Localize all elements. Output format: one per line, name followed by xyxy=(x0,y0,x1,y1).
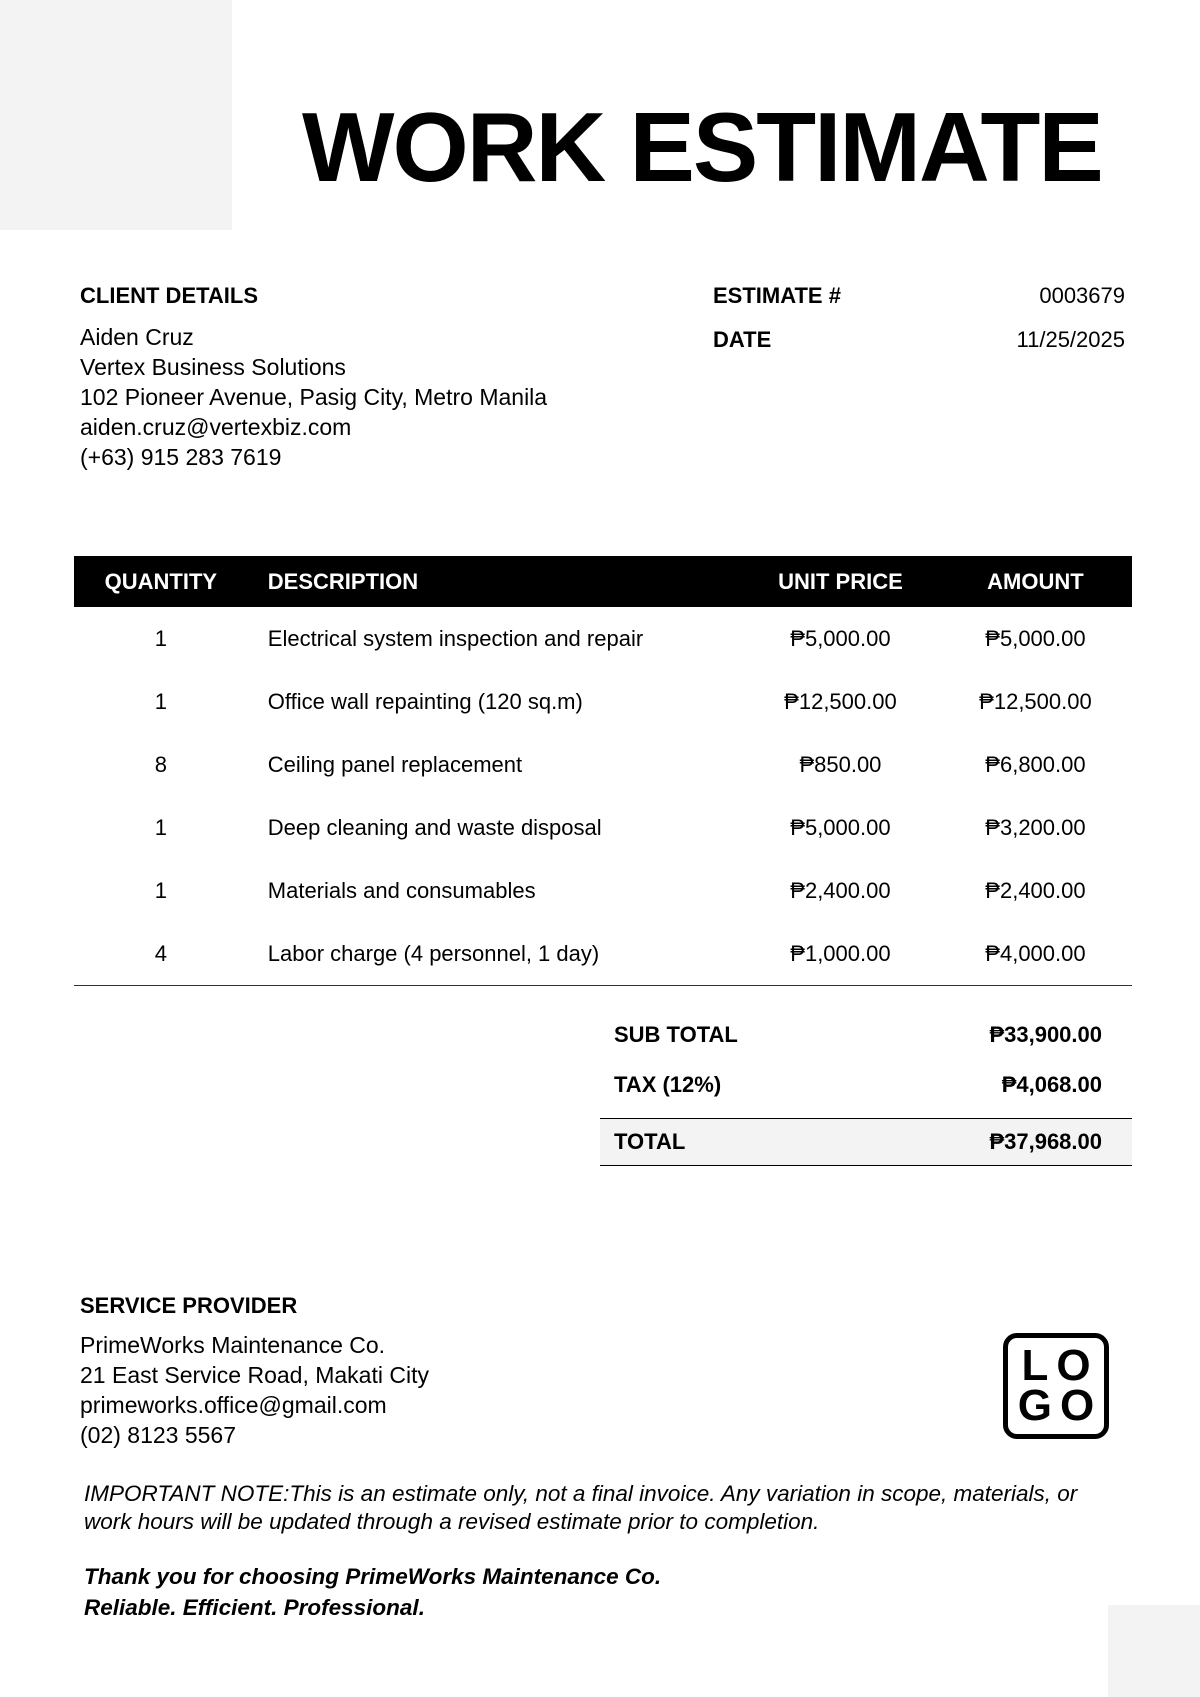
row-amount: ₱4,000.00 xyxy=(939,922,1132,986)
row-quantity: 1 xyxy=(154,877,167,903)
row-unit-price: ₱5,000.00 xyxy=(790,625,891,651)
total-label: TOTAL xyxy=(614,1129,686,1154)
total-value: ₱37,968.00 xyxy=(989,1129,1102,1154)
date-label: DATE xyxy=(713,327,772,352)
row-quantity: 4 xyxy=(74,922,248,986)
row-amount: ₱3,200.00 xyxy=(985,814,1086,840)
date-row xyxy=(713,326,1125,370)
date-value: 11/25/2025 xyxy=(1016,327,1125,352)
client-details-heading: CLIENT DETAILS xyxy=(80,283,259,308)
client-email: aiden.cruz@vertexbiz.com xyxy=(80,414,352,440)
row-description: Materials and consumables xyxy=(267,877,536,903)
corner-decoration-top-left xyxy=(0,0,232,230)
client-name: Aiden Cruz xyxy=(80,324,194,350)
tax-value: ₱4,068.00 xyxy=(1001,1072,1102,1097)
client-details xyxy=(80,282,640,472)
estimate-number-row xyxy=(713,282,1125,326)
header-quantity: QUANTITY xyxy=(74,556,248,607)
estimate-number-value: 0003679 xyxy=(1039,283,1125,308)
total-row xyxy=(600,1118,1132,1166)
estimate-meta xyxy=(713,282,1125,370)
row-unit-price: ₱2,400.00 xyxy=(790,877,891,903)
subtotal-label: SUB TOTAL xyxy=(614,1022,738,1047)
table-row xyxy=(74,733,1132,796)
row-quantity: 1 xyxy=(154,625,167,651)
header-description: DESCRIPTION xyxy=(248,556,742,607)
row-quantity: 1 xyxy=(154,814,167,840)
tax-row xyxy=(600,1060,1132,1110)
row-quantity: 1 xyxy=(154,688,167,714)
provider-address: 21 East Service Road, Makati City xyxy=(80,1362,429,1388)
row-quantity: 8 xyxy=(154,751,167,777)
row-unit-price: ₱12,500.00 xyxy=(784,688,897,714)
client-company: Vertex Business Solutions xyxy=(80,354,346,380)
client-phone: (+63) 915 283 7619 xyxy=(80,444,282,470)
row-amount: ₱2,400.00 xyxy=(985,877,1086,903)
corner-decoration-bottom-right xyxy=(1108,1605,1200,1697)
service-provider xyxy=(80,1292,680,1450)
line-items-table xyxy=(74,556,1132,986)
row-amount: ₱12,500.00 xyxy=(979,688,1092,714)
row-description: Office wall repainting (120 sq.m) xyxy=(267,688,583,714)
service-provider-heading: SERVICE PROVIDER xyxy=(80,1293,298,1318)
row-unit-price: ₱850.00 xyxy=(799,751,882,777)
thank-you-message xyxy=(84,1561,1084,1623)
provider-email: primeworks.office@gmail.com xyxy=(80,1392,387,1418)
logo-line-2: GO xyxy=(1017,1381,1103,1430)
tax-label: TAX (12%) xyxy=(614,1072,722,1097)
thank-you-line-1: Thank you for choosing PrimeWorks Maintenance Co. xyxy=(84,1564,662,1589)
header-amount: AMOUNT xyxy=(939,556,1132,607)
row-description: Labor charge (4 personnel, 1 day) xyxy=(248,922,742,986)
table-row xyxy=(74,607,1132,670)
provider-phone: (02) 8123 5567 xyxy=(80,1422,237,1448)
important-note: IMPORTANT NOTE:This is an estimate only, not a final invoice. Any variation in scope, materials, or work hours will be updated through a revised estimate prior to completion. xyxy=(84,1481,1078,1534)
row-description: Deep cleaning and waste disposal xyxy=(267,814,602,840)
row-unit-price: ₱5,000.00 xyxy=(790,814,891,840)
logo-line-1: LO xyxy=(1021,1341,1099,1390)
thank-you-line-2: Reliable. Efficient. Professional. xyxy=(84,1595,425,1620)
subtotal-row xyxy=(600,1010,1132,1060)
table-row xyxy=(74,796,1132,859)
row-unit-price: ₱1,000.00 xyxy=(742,922,939,986)
table-row xyxy=(74,670,1132,733)
row-amount: ₱6,800.00 xyxy=(985,751,1086,777)
estimate-number-label: ESTIMATE # xyxy=(713,283,841,308)
table-row xyxy=(74,922,1132,986)
logo xyxy=(1003,1333,1109,1439)
table-header-row xyxy=(74,556,1132,607)
provider-name: PrimeWorks Maintenance Co. xyxy=(80,1332,386,1358)
table-row xyxy=(74,859,1132,922)
subtotal-value: ₱33,900.00 xyxy=(989,1022,1102,1047)
row-description: Ceiling panel replacement xyxy=(267,751,523,777)
totals-block xyxy=(600,1010,1132,1166)
row-description: Electrical system inspection and repair xyxy=(267,625,644,651)
header-unit-price: UNIT PRICE xyxy=(742,556,939,607)
document-title: WORK ESTIMATE xyxy=(302,92,1102,202)
client-address: 102 Pioneer Avenue, Pasig City, Metro Manila xyxy=(80,384,548,410)
row-amount: ₱5,000.00 xyxy=(985,625,1086,651)
